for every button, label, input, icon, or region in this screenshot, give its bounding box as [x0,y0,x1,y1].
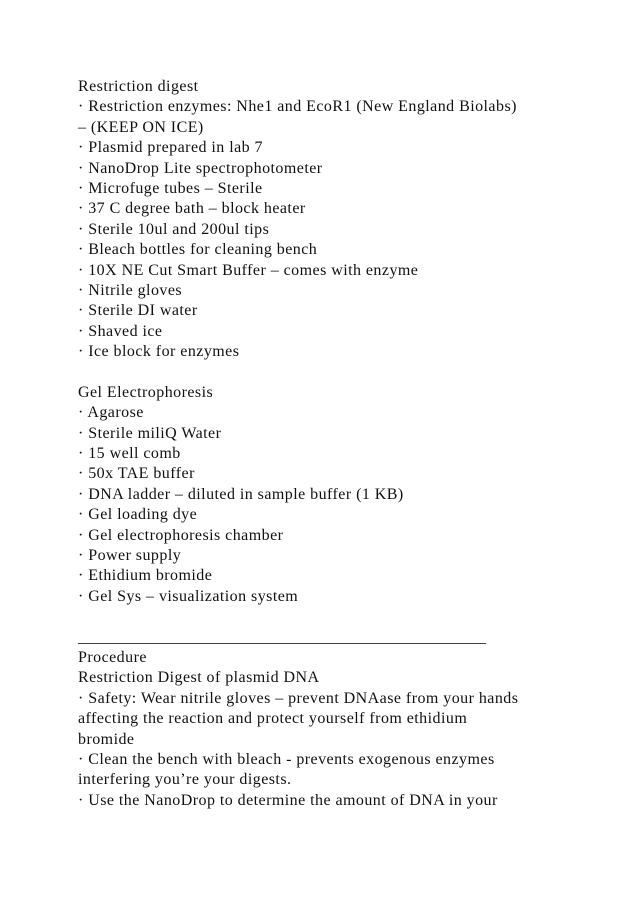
separator-line: ___________________________________________________ [78,628,486,646]
procedure-line: · Clean the bench with bleach - prevents exogenous enzymes [78,750,495,768]
list-item: · Nitrile gloves [78,281,183,299]
list-item: · Shaved ice [78,322,163,340]
section-heading-procedure: Procedure [78,648,147,666]
list-item: · 10X NE Cut Smart Buffer – comes with enzyme [78,261,419,279]
list-item: · 50x TAE buffer [78,465,195,483]
list-item: – (KEEP ON ICE) [78,118,204,136]
list-item: · Gel Sys – visualization system [78,587,299,605]
list-item: · Restriction enzymes: Nhe1 and EcoR1 (New England Biolabs) [78,98,517,116]
procedure-text [78,689,598,811]
section-heading-gel-electrophoresis: Gel Electrophoresis [78,383,214,401]
list-item: · Ice block for enzymes [78,343,240,361]
paragraph-spacer [78,362,598,382]
list-item: · Ethidium bromide [78,567,213,585]
restriction-digest-list [78,97,598,362]
list-item: · Sterile DI water [78,302,198,320]
list-item: · Gel loading dye [78,506,198,524]
list-item: · Agarose [78,404,144,422]
document-body [78,77,598,811]
list-item: · 15 well comb [78,445,181,463]
list-item: · Bleach bottles for cleaning bench [78,241,318,259]
procedure-line: · Use the NanoDrop to determine the amount of DNA in your [78,791,498,809]
section-heading-restriction-digest: Restriction digest [78,78,199,95]
procedure-line: affecting the reaction and protect yourself from ethidium [78,710,468,728]
list-item: · Microfuge tubes – Sterile [78,179,263,197]
list-item: · Sterile 10ul and 200ul tips [78,220,270,238]
list-item: · Gel electrophoresis chamber [78,526,284,544]
list-item: · Sterile miliQ Water [78,424,222,442]
list-item: · NanoDrop Lite spectrophotometer [78,159,323,177]
subheading-restriction-digest-of-plasmid: Restriction Digest of plasmid DNA [78,669,320,687]
list-item: · Power supply [78,546,182,564]
list-item: · 37 C degree bath – block heater [78,200,306,218]
gel-electrophoresis-list [78,403,598,607]
paragraph-spacer [78,607,598,627]
procedure-line: interfering you’re your digests. [78,771,292,789]
list-item: · Plasmid prepared in lab 7 [78,139,263,157]
procedure-line: · Safety: Wear nitrile gloves – prevent DNAase from your hands [78,689,519,707]
procedure-line: bromide [78,730,135,748]
list-item: · DNA ladder – diluted in sample buffer (1 KB) [78,485,404,503]
